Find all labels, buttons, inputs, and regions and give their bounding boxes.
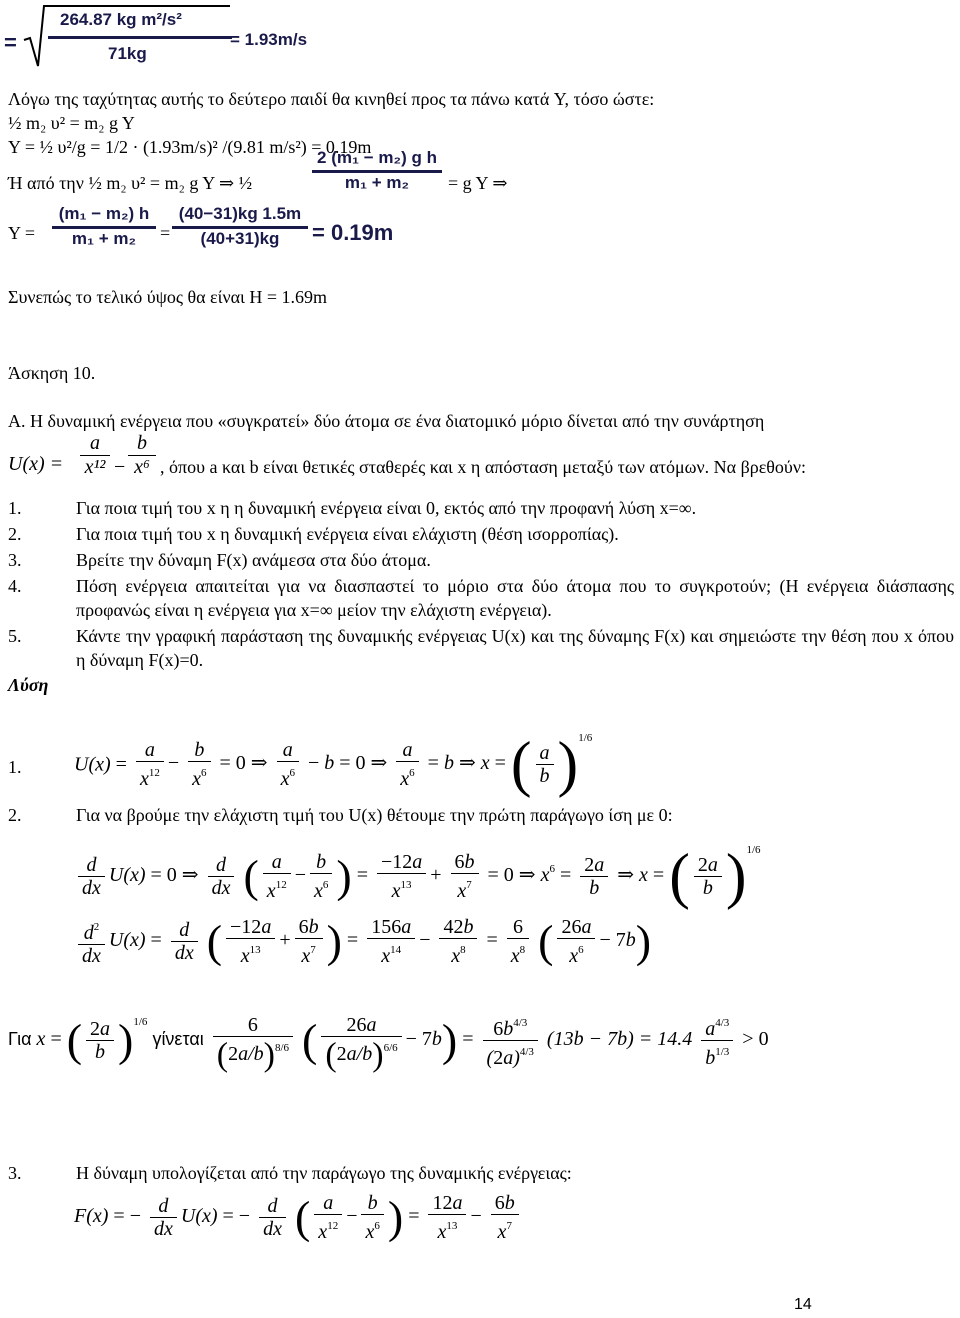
list-text: Βρείτε την δύναμη F(x) ανάμεσα στα δύο άτομα. bbox=[76, 550, 431, 570]
image-result: = 0.19m bbox=[312, 220, 394, 245]
top-image-equation bbox=[4, 2, 308, 70]
formula-frac-a bbox=[80, 432, 110, 479]
list-number: 2. bbox=[8, 524, 22, 544]
step-number: 3. bbox=[8, 1163, 22, 1183]
list-item bbox=[0, 522, 960, 546]
list-text: Για ποια τιμή του x η δυναμική ενέργεια είναι ελάχιστη (θέση ισορροπίας). bbox=[76, 524, 619, 544]
text-line: Ή από την ½ m₂ υ² = m₂ g Y ⇒ ½ bbox=[8, 173, 253, 193]
text-line: Y = bbox=[8, 223, 35, 243]
frac-denominator: x¹² bbox=[84, 456, 106, 478]
text-line: Συνεπώς το τελικό ύψος θα είναι H = 1.69m bbox=[8, 287, 328, 307]
sqrt-numerator: 264.87 kg m²/s² bbox=[60, 10, 182, 29]
exercise-title: Άσκηση 10. bbox=[8, 363, 96, 383]
fraction-numerator: 2 (m₁ − m₂) g h bbox=[312, 148, 442, 173]
frac-numerator: a bbox=[80, 432, 110, 456]
fraction-denominator: (40+31)kg bbox=[200, 229, 280, 248]
page-number: 14 bbox=[794, 1296, 812, 1313]
sqrt-denominator: 71kg bbox=[108, 44, 147, 63]
text-line: = g Y ⇒ bbox=[448, 173, 508, 193]
step-text: Για να βρούμε την ελάχιστη τιμή του U(x) θέτουμε την πρώτη παράγωγο ίση με 0: bbox=[76, 805, 673, 825]
fraction-numerator: (m₁ − m₂) h bbox=[52, 204, 156, 229]
fraction-numerator: (40−31)kg 1.5m bbox=[172, 204, 308, 229]
text-line: Y = ½ υ²/g = 1/2 · (1.93m/s)² /(9.81 m/s²) = 0.19m bbox=[8, 137, 372, 157]
minimum-check-equation: Για x = ( $\frac{2a}{b}$ )$^{1/6}$ γίνεται $\frac{6}{(2a/b)^{8/6}}$ ( $\frac{26a}{(2a/b)^{6/6}}$ − 7b) = $\frac{6b^{4/3}}{(2a)^{4/3}}$ (13b − 7b) = 14.4 $\frac{a^{4/3}}{b^{1/3}}$ > 0 bbox=[8, 1010, 769, 1106]
list-number: 4. bbox=[8, 576, 22, 596]
step-text: Η δύναμη υπολογίζεται από την παράγωγο της δυναμικής ενέργειας: bbox=[76, 1163, 572, 1183]
minus-sign: − bbox=[114, 456, 126, 478]
text-line: Λόγω της ταχύτητας αυτής το δεύτερο παιδί θα κινηθεί προς τα πάνω κατά Y, τόσο ώστε: bbox=[8, 89, 655, 109]
lead-word: γίνεται bbox=[152, 1029, 204, 1049]
text-line: ½ m₂ υ² = m₂ g Y bbox=[8, 113, 135, 133]
force-equation: F(x) = − $\frac{d}{dx}$ U(x) = − $\frac{d}{dx}$ ( $\frac{a}{x^{12}}$ − $\frac{b}{x^6}$ ) = $\frac{12a}{x^{13}}$ − $\frac{6b}{x^7}$ bbox=[74, 1192, 523, 1256]
text-line: = bbox=[160, 223, 171, 243]
list-item bbox=[0, 496, 960, 520]
image-fraction bbox=[52, 204, 156, 249]
exercise-intro: Α. Η δυναμική ενέργεια που «συγκρατεί» δύο άτομα σε ένα διατομικό μόριο δίνεται από την συνάρτηση bbox=[8, 411, 765, 431]
eq-sign: = bbox=[4, 30, 17, 55]
list-text: Για ποια τιμή του x η η δυναμική ενέργεια είναι 0, εκτός από την προφανή λύση x=∞. bbox=[76, 498, 697, 518]
list-item bbox=[0, 574, 960, 622]
potential-formula-lhs: U(x) = bbox=[8, 453, 64, 475]
fraction-denominator: m₁ + m₂ bbox=[344, 173, 410, 192]
first-derivative-equation: $\frac{d}{dx}$ U(x) = 0 ⇒ $\frac{d}{dx}$ ( $\frac{a}{x^{12}}$ − $\frac{b}{x^6}$ ) = $\frac{-12a}{x^{13}}$ + $\frac{6b}{x^7}$ = 0 ⇒ $x^6$ = $\frac{2a}{b}$ ⇒ x = ( $\frac{2a}{b}$ )$^{1/6}$ bbox=[74, 838, 761, 914]
image-fraction bbox=[172, 204, 308, 249]
formula-frac-b bbox=[128, 432, 156, 479]
list-text: Κάντε την γραφική παράσταση της δυναμικής ενέργειας U(x) και της δύναμης F(x) και σημειώστε την θέση που x όπου η δύναμη F(x)=0. bbox=[76, 626, 954, 670]
formula-description: , όπου a και b είναι θετικές σταθερές και x η απόσταση μεταξύ των ατόμων. Να βρεθούν: bbox=[160, 457, 806, 477]
list-text: Πόση ενέργεια απαιτείται για να διασπαστεί το μόριο στα δύο άτομα που το συγκροτούν; (Η ενέργεια διάσπασης προφανώς είναι η ενέργεια για x=∞ μείον την ελάχιστη ενέργεια). bbox=[76, 576, 954, 620]
list-number: 3. bbox=[8, 550, 22, 570]
result-text: (13b − 7b) = 14.4 bbox=[546, 1028, 693, 1050]
list-number: 1. bbox=[8, 498, 22, 518]
lead-word: Για bbox=[8, 1029, 32, 1049]
list-item bbox=[0, 548, 960, 572]
image-fraction bbox=[312, 148, 442, 193]
frac-denominator: x⁶ bbox=[134, 456, 150, 478]
list-item bbox=[0, 624, 960, 672]
step-number: 1. bbox=[8, 757, 22, 777]
fraction-bar bbox=[48, 36, 232, 39]
solution-label: Λύση bbox=[8, 675, 49, 695]
top-result: = 1.93m/s bbox=[230, 30, 308, 49]
solution-1-equation: U(x) = $\frac{a}{x^{12}}$ − $\frac{b}{x^6}$ = 0 ⇒ $\frac{a}{x^6}$ − b = 0 ⇒ $\frac{a}{x^6}$ = b ⇒ x = ( $\frac{a}{b}$ )$^{1/6}$ bbox=[74, 730, 593, 799]
list-number: 5. bbox=[8, 626, 22, 646]
step-number: 2. bbox=[8, 805, 22, 825]
fraction-denominator: m₁ + m₂ bbox=[71, 229, 137, 248]
second-derivative-equation: $\frac{d^2}{dx}$ U(x) = $\frac{d}{dx}$ ( $\frac{-12a}{x^{13}}$ + $\frac{6b}{x^7}$ ) = $\frac{156a}{x^{14}}$ − $\frac{42b}{x^8}$ = $\frac{6}{x^8}$ ( $\frac{26a}{x^6}$ − 7b) bbox=[74, 916, 651, 992]
frac-numerator: b bbox=[128, 432, 156, 456]
